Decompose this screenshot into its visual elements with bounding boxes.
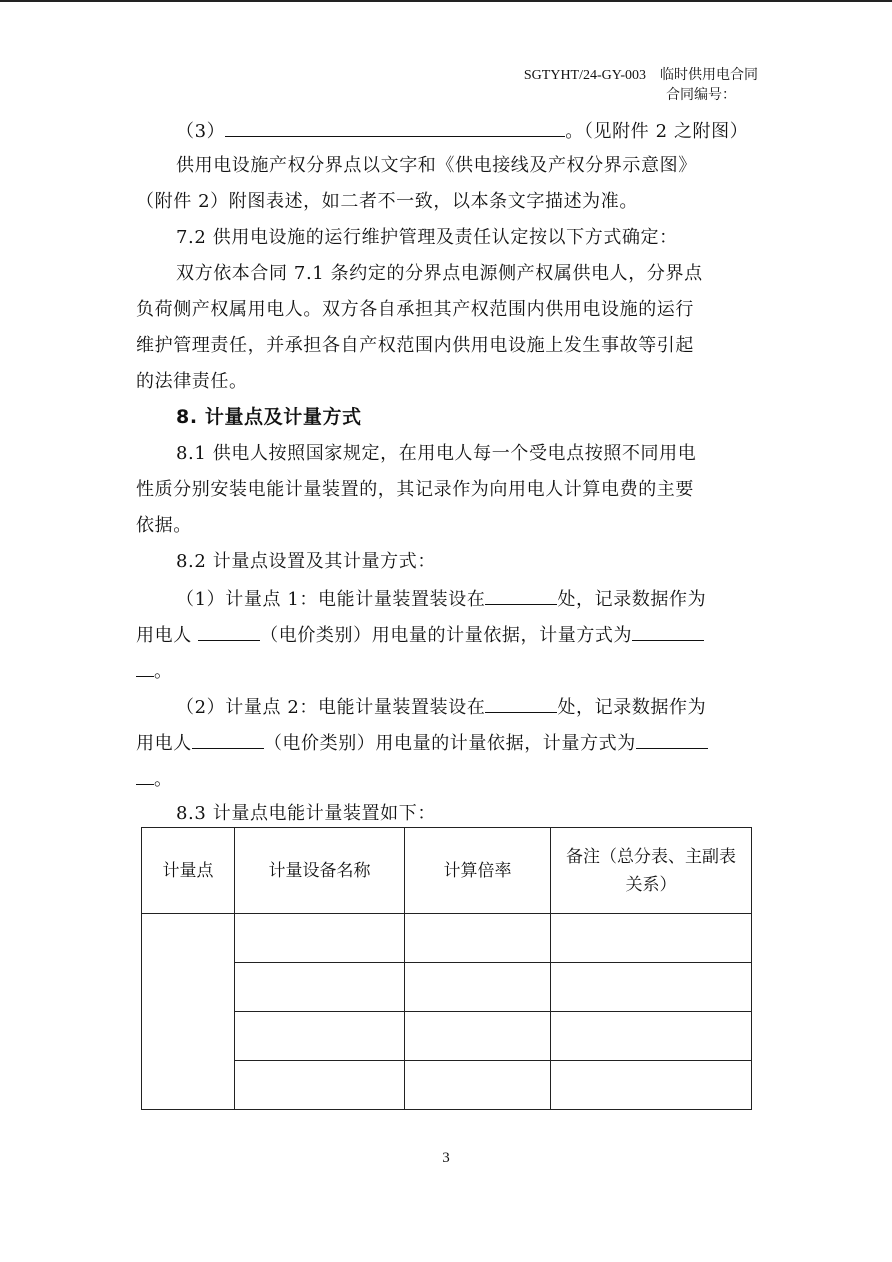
paragraph-line: 维护管理责任，并承担各自产权范围内供用电设施上发生事故等引起 <box>136 335 694 356</box>
document-header <box>524 66 758 106</box>
multiplier-cell[interactable] <box>405 1012 551 1061</box>
point-1-text-a: （1）计量点 1：电能计量装置装设在 <box>176 589 486 610</box>
device-name-cell[interactable] <box>235 963 405 1012</box>
metering-point-2-line-2 <box>136 730 758 756</box>
table-header-row <box>142 828 752 914</box>
contract-code: SGTYHT/24-GY-003 <box>523 68 646 83</box>
metering-point-2-line-3 <box>136 766 758 792</box>
paragraph-line: 的法律责任。 <box>136 371 248 392</box>
column-header-remarks <box>551 828 752 914</box>
point-1-location-blank[interactable] <box>485 586 557 605</box>
column-header-device-name: 计量设备名称 <box>235 828 405 914</box>
clause-7-2: 7.2 供用电设施的运行维护管理及责任认定按以下方式确定： <box>176 227 678 248</box>
column-header-metering-point: 计量点 <box>142 828 235 914</box>
metering-point-1-line-3 <box>136 658 758 684</box>
point-2-text-c: 用电人 <box>136 733 192 754</box>
multiplier-cell[interactable] <box>405 1061 551 1110</box>
metering-device-table <box>141 827 752 1110</box>
paragraph-line: 双方依本合同 7.1 条约定的分界点电源侧产权属供电人，分界点 <box>176 263 703 284</box>
column-header-multiplier: 计算倍率 <box>405 828 551 914</box>
item-3-suffix: 。（见附件 2 之附图） <box>565 121 749 142</box>
point-2-text-a: （2）计量点 2：电能计量装置装设在 <box>176 697 486 718</box>
remarks-cell[interactable] <box>551 1012 752 1061</box>
remarks-cell[interactable] <box>551 1061 752 1110</box>
metering-point-cell[interactable] <box>142 914 235 1110</box>
point-2-method-blank[interactable] <box>636 730 708 749</box>
table-row <box>142 914 752 963</box>
device-name-cell[interactable] <box>235 1061 405 1110</box>
remarks-cell[interactable] <box>551 914 752 963</box>
point-1-text-d: （电价类别）用电量的计量依据，计量方式为 <box>260 625 633 646</box>
point-1-price-category-blank[interactable] <box>198 622 260 641</box>
point-1-end: 。 <box>154 661 173 682</box>
device-name-cell[interactable] <box>235 1012 405 1061</box>
contract-title: 临时供用电合同 <box>660 68 758 83</box>
item-3-prefix: （3） <box>176 121 226 142</box>
metering-point-1-line-2 <box>136 622 758 648</box>
point-2-location-blank[interactable] <box>485 694 557 713</box>
point-2-price-category-blank[interactable] <box>192 730 264 749</box>
clause-8-3: 8.3 计量点电能计量装置如下： <box>176 803 436 824</box>
item-3-blank[interactable] <box>225 118 565 137</box>
point-1-method-blank[interactable] <box>632 622 704 641</box>
point-1-text-c: 用电人 <box>136 625 199 646</box>
remarks-header-text: 备注（总分表、主副表关系） <box>566 846 736 895</box>
paragraph-line: 负荷侧产权属用电人。双方各自承担其产权范围内供用电设施的运行 <box>136 299 694 320</box>
paragraph-line: 性质分别安装电能计量装置的，其记录作为向用电人计算电费的主要 <box>136 479 694 500</box>
header-line-1 <box>524 66 758 86</box>
point-2-text-d: （电价类别）用电量的计量依据，计量方式为 <box>263 733 636 754</box>
section-heading-8: 8. 计量点及计量方式 <box>176 406 362 428</box>
point-2-text-b: 处，记录数据作为 <box>557 697 707 718</box>
page-number: 3 <box>442 1150 450 1166</box>
point-1-text-b: 处，记录数据作为 <box>557 589 707 610</box>
paragraph-line: 8.1 供电人按照国家规定，在用电人每一个受电点按照不同用电 <box>176 443 697 464</box>
device-name-cell[interactable] <box>235 914 405 963</box>
contract-number-label: 合同编号： <box>666 88 736 103</box>
clause-8-2: 8.2 计量点设置及其计量方式： <box>176 551 436 572</box>
point-1-method-blank-cont[interactable] <box>136 658 154 677</box>
paragraph-line: 依据。 <box>136 515 192 536</box>
multiplier-cell[interactable] <box>405 914 551 963</box>
remarks-cell[interactable] <box>551 963 752 1012</box>
paragraph-line: 供用电设施产权分界点以文字和《供电接线及产权分界示意图》 <box>176 155 697 176</box>
paragraph-line: （附件 2）附图表述，如二者不一致，以本条文字描述为准。 <box>136 191 638 212</box>
metering-point-1-line-1 <box>176 586 758 612</box>
point-2-end: 。 <box>154 769 173 790</box>
multiplier-cell[interactable] <box>405 963 551 1012</box>
metering-point-2-line-1 <box>176 694 758 720</box>
item-3-line <box>176 118 758 144</box>
top-border-line <box>0 0 892 2</box>
point-2-method-blank-cont[interactable] <box>136 766 154 785</box>
